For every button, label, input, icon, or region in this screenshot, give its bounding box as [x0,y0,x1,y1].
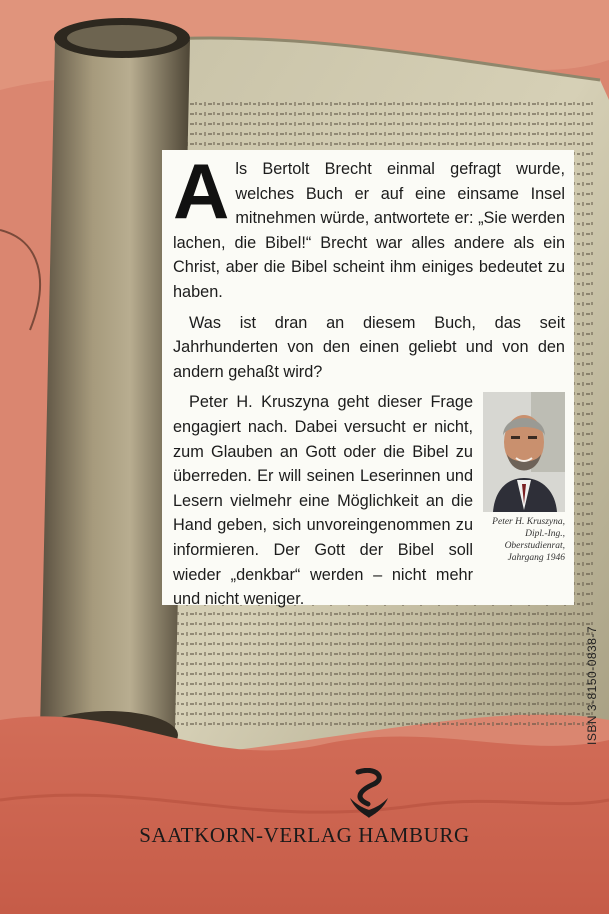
blurb-paragraph-1 [173,147,565,305]
author-photo-block [483,392,565,564]
blurb-paragraph-1-text: ls Bertolt Brecht einmal gefragt wurde, welches Buch er auf eine einsame Insel mitnehmen würde, antwortete er: „Sie werden lachen, die Bibel!“ Brecht war alles andere als ein Christ, aber die Bibel scheint ihm einiges bedeutet zu haben. [173,160,565,301]
publisher-name: SAATKORN-VERLAG HAMBURG [139,823,470,847]
author-photo [483,392,565,512]
seed-s-logo-icon [346,768,392,820]
author-caption-line-2: Dipl.-Ing., [525,529,565,540]
isbn-number: ISBN 3-8150-0838-7 [585,625,599,745]
blurb-panel [162,147,574,609]
drop-cap-letter: A [173,147,230,235]
author-caption-line-1: Peter H. Kruszyna, [492,517,565,528]
blurb-paragraph-3: Peter H. Kruszyna geht dieser Frage engagiert nach. Dabei versucht er nicht, zum Glauben an Gott oder die Bibel zu überreden. Er will seinen Leserinnen und Lesern vielmehr eine Möglichkeit an die Hand geben, sich unvoreingenommen zu informieren. Der Gott der Bibel soll wieder „denkbar“ werden – nicht mehr und nicht weniger. [173,393,473,609]
blurb-paragraph-2: Was ist dran an diesem Buch, das seit Jahrhunderten von den einen geliebt und von den andern gehaßt wird? [173,313,565,381]
author-caption-line-4: Jahrgang 1946 [507,553,565,564]
author-caption-line-3: Oberstudienrat, [504,541,565,552]
author-caption [483,516,565,564]
